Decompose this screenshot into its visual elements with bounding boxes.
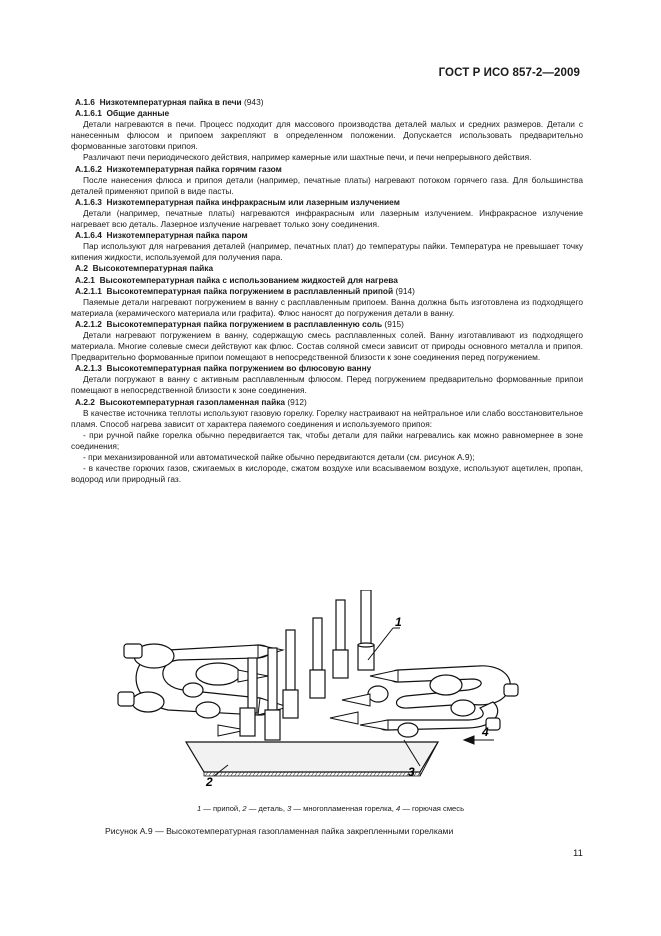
section-heading: [71, 230, 583, 241]
section-number: А.1.6.2: [75, 163, 102, 174]
legend-num: 1: [196, 804, 202, 813]
legend-num: 3: [287, 804, 292, 813]
legend-text: — горючая смесь: [400, 804, 465, 813]
paragraph: Детали нагревают погружением в ванну, содержащую смесь расплавленных солей. Ванну изготавливают из подходящего материала. Многие солевые смеси действуют как флюс. Состав соляной смеси зависит от природы основного металла и припоя. Предварительно формованные припои помещают в непосредственной близости к зоне соединения перед погружением.: [71, 329, 583, 363]
section-number: А.1.6.1: [75, 108, 102, 119]
paragraph: В качестве источника теплоты используют газовую горелку. Горелку настраивают на нейтральное или слабо восстановительное пламя. Способ нагрева зависит от характера паяемого соединения и используемого припоя:: [71, 407, 583, 429]
label-1: 1: [395, 615, 402, 629]
section-number: А.2.1: [75, 274, 95, 285]
paragraph: Детали погружают в ванну с активным расплавленным флюсом. Перед погружением предварительно формованные припои помещают в непосредственной близости к зоне соединения.: [71, 374, 583, 396]
section-title: Высокотемпературная газопламенная пайка: [99, 396, 286, 407]
section-heading: [71, 108, 583, 119]
right-flames: [330, 670, 398, 730]
section-number: А.1.6.4: [75, 230, 102, 241]
label-4: 4: [482, 725, 489, 739]
section-ref: (912): [287, 396, 307, 407]
section-heading: [71, 363, 583, 374]
brazing-diagram: [108, 590, 548, 800]
section-heading: [71, 286, 583, 297]
section-heading: [71, 319, 583, 330]
section-title: Высокотемпературная пайка погружением во флюсовую ванну: [106, 363, 372, 374]
section-title: Высокотемпературная пайка с использованием жидкостей для нагрева: [99, 274, 398, 285]
legend-text: — деталь,: [246, 804, 288, 813]
section-number: А.1.6: [75, 97, 95, 107]
figure-caption: Рисунок А.9 — Высокотемпературная газопламенная пайка закрепленными горелками: [105, 826, 454, 836]
paragraph: Различают печи периодического действия, например камерные или шахтные печи, и печи непрерывного действия.: [83, 152, 532, 163]
list-item: - при ручной пайке горелка обычно передвигается так, чтобы детали для пайки нагревались как можно равномернее в зоне соединения;: [71, 429, 583, 451]
section-number: А.1.6.3: [75, 196, 102, 207]
section-title: Общие данные: [106, 108, 170, 119]
paragraph: Детали (например, печатные платы) нагреваются инфракрасным или лазерным излучением. Инфракрасное излучение нагревает всю деталь. Лазерное излучение нагревает только зону соединения.: [71, 207, 583, 230]
section-heading: [71, 275, 583, 286]
section-number: А.2: [75, 263, 88, 274]
figure-a9: [108, 590, 548, 800]
legend-num: 2: [242, 804, 247, 813]
label-2: 2: [206, 775, 213, 789]
section-ref: (943): [244, 97, 264, 107]
section-title: Высокотемпературная пайка погружением в расплавленную соль: [106, 318, 383, 329]
section-title: Высокотемпературная пайка: [92, 263, 214, 274]
legend-text: — многопламенная горелка,: [291, 804, 396, 813]
section-title: Низкотемпературная пайка инфракрасным или лазерным излучением: [106, 196, 400, 207]
paragraph: Пар используют для нагревания деталей (например, печатных плат) до температуры пайки. Температура не превышает точку кипения жидкости, используемой для получения пара.: [71, 241, 583, 263]
paragraph: Детали нагреваются в печи. Процесс подходит для массового производства деталей малых и средних размеров. Детали с нанесенным флюсом и припоем закрепляют в определенном положении. Допускается использовать предварительно формованные заготовки припоя.: [71, 119, 583, 152]
section-heading: [71, 164, 583, 175]
legend-text: — припой,: [201, 804, 243, 813]
document-header: ГОСТ Р ИСО 857-2—2009: [438, 67, 580, 79]
list-item: - в качестве горючих газов, сжигаемых в кислороде, сжатом воздухе или всасываемом воздухе, используют ацетилен, пропан, водород или природный газ.: [71, 463, 583, 485]
list-item: - при механизированной или автоматической пайке обычно передвигаются детали (см. рисунок А.9);: [83, 452, 475, 462]
section-heading: [71, 197, 583, 208]
section-ref: (914): [395, 285, 415, 296]
section-heading: [71, 397, 583, 408]
section-number: А.2.1.1: [75, 285, 102, 296]
paragraph: Паяемые детали нагревают погружением в ванну с расплавленным припоем. Ванна должна быть изготовлена из подходящего материала (керамического материала или графита). Флюс наносят до погружения детали в ванну.: [71, 296, 583, 318]
page-number: 11: [573, 848, 583, 859]
section-number: А.2.1.3: [75, 363, 102, 374]
legend-num: 4: [396, 804, 401, 813]
section-heading: [71, 263, 583, 274]
section-number: А.2.1.2: [75, 318, 102, 329]
section-ref: (915): [384, 318, 404, 329]
section-title: Низкотемпературная пайка горячим газом: [106, 163, 282, 174]
section-title: Высокотемпературная пайка погружением в расплавленный припой: [106, 285, 394, 296]
section-number: А.2.2: [75, 396, 95, 407]
section-title: Низкотемпературная пайка паром: [106, 230, 248, 241]
section-heading: [71, 97, 583, 108]
page-body: [71, 97, 583, 485]
workpiece-plate: [186, 742, 438, 776]
paragraph: После нанесения флюса и припоя детали (например, печатные платы) нагревают потоком горячего газа. Для большинства деталей применяют припой в виде пасты.: [71, 174, 583, 196]
label-3: 3: [408, 765, 415, 779]
figure-legend: [0, 804, 661, 813]
section-title: Низкотемпературная пайка в печи: [99, 97, 242, 107]
